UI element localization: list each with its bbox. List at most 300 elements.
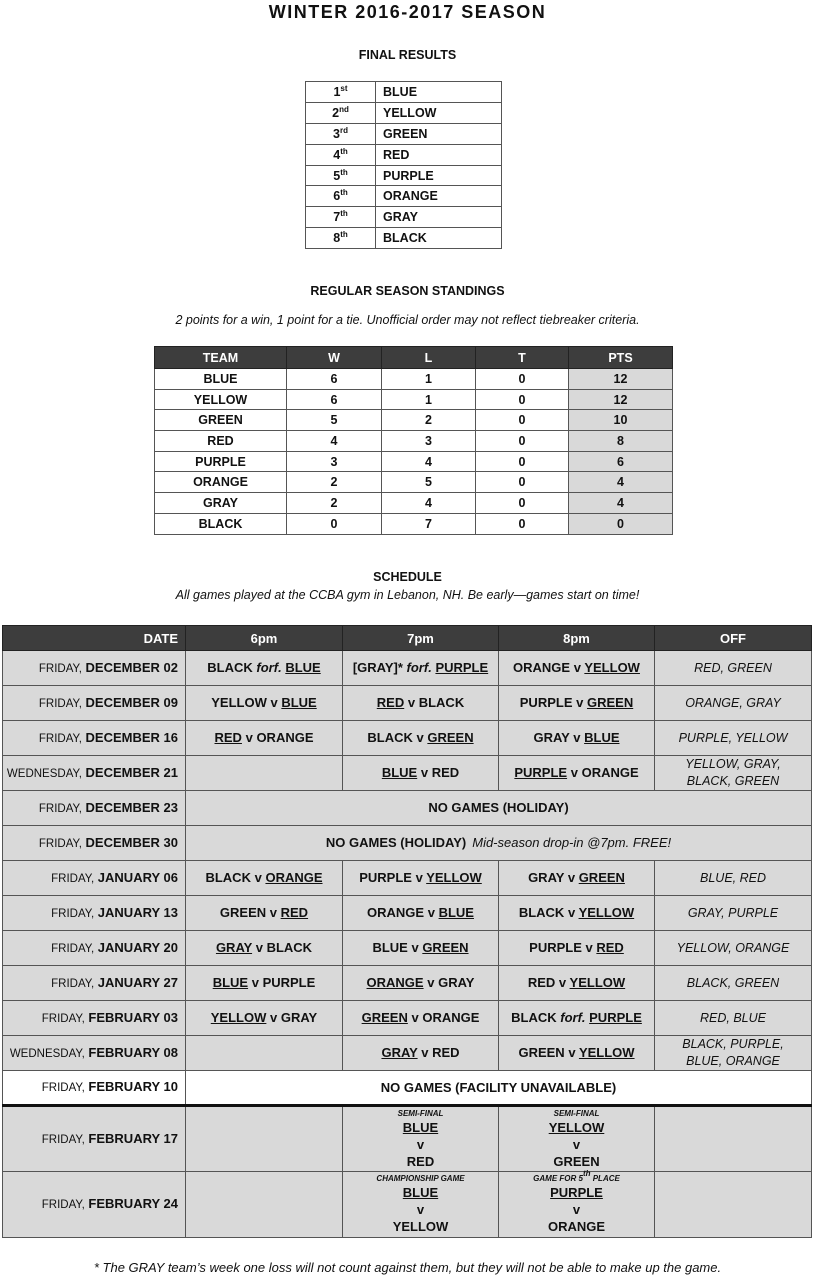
standings-cell: 2 [382,410,476,431]
match-separator: forf. [406,660,432,675]
game-7pm [343,896,499,931]
final-results-row [306,123,502,144]
standings-cell: 0 [476,472,569,493]
col-header-7pm: 7pm [343,626,499,651]
col-header-date: DATE [3,626,186,651]
standings-row [155,451,673,472]
match-separator: v [420,765,429,780]
weekday: WEDNESDAY, [9,1047,85,1060]
schedule-date [3,1001,186,1036]
final-results-row [306,207,502,228]
team-b: RED [596,940,624,955]
game-6pm [186,1001,343,1036]
team-a: PURPLE [359,870,412,885]
no-games-text: NO GAMES (FACILITY UNAVAILABLE) [380,1079,617,1095]
team-a: ORANGE [513,660,571,675]
off-teams [655,721,812,756]
final-place-suffix: st [340,83,348,93]
standings-cell: 0 [476,410,569,431]
date-text: FEBRUARY 17 [88,1130,178,1146]
team-b: RED [406,1153,435,1169]
game-8pm [499,861,655,896]
standings-cell: 0 [569,513,673,534]
final-place-number: 8 [333,231,341,246]
standings-col-header: PTS [569,347,673,369]
standings-row [155,369,673,390]
schedule-date [3,826,186,861]
weekday: FRIDAY, [51,977,95,990]
team-a: BLUE [381,765,418,780]
game-6pm [186,861,343,896]
team-b: GREEN [578,870,625,885]
game-7pm [343,1036,499,1071]
standings-cell: 3 [287,451,382,472]
standings-col-header: L [382,347,476,369]
team-b: BLACK [266,940,313,955]
schedule-date [3,756,186,791]
weekday: FRIDAY, [51,872,95,885]
playoff-label-text: SEMI-FINAL [553,1108,600,1118]
standings-cell: 12 [569,389,673,410]
final-place-number: 5 [333,168,341,183]
schedule-note: All games played at the CCBA gym in Lebanon, NH. Be early—games start on time! [175,588,640,602]
standings-team: BLUE [155,369,287,390]
final-place-number: 6 [333,189,341,204]
match-separator: v [407,695,416,710]
standings-row [155,472,673,493]
game-6pm [186,721,343,756]
standings-col-header: T [476,347,569,369]
final-place-suffix: th [340,209,348,219]
team-b: GRAY [438,975,475,990]
team-b: RED [431,765,460,780]
final-team: GRAY [376,207,502,228]
schedule-date [3,651,186,686]
weekday: FRIDAY, [51,907,95,920]
schedule-row [3,861,812,896]
playoff-label [499,1169,654,1184]
final-team: PURPLE [376,165,502,186]
date-text: DECEMBER 30 [85,834,178,850]
team-a: GREEN [361,1010,408,1025]
team-b: RED [280,905,309,920]
final-team: GREEN [376,123,502,144]
schedule-date [3,1172,186,1238]
final-place-number: 2 [332,105,340,120]
standings-cell: 0 [476,389,569,410]
game-7pm [343,756,499,791]
final-results-row [306,165,502,186]
final-place-suffix: nd [339,104,349,114]
weekday: FRIDAY, [38,662,82,675]
date-text: DECEMBER 02 [85,659,178,675]
schedule-row [3,1172,812,1238]
off-teams [655,756,812,791]
final-results-row [306,144,502,165]
standings-row [155,493,673,514]
final-team: ORANGE [376,186,502,207]
schedule-date [3,721,186,756]
off-teams-line: BLACK, PURPLE, [682,1037,784,1051]
team-a: BLACK [205,870,251,885]
final-place [306,165,376,186]
standings-cell: 0 [476,493,569,514]
schedule-date [3,931,186,966]
final-place [306,82,376,103]
team-b: GREEN [427,730,474,745]
team-b: BLUE [281,695,317,710]
team-b: BLACK [418,695,465,710]
team-a: GRAY [381,1045,418,1060]
match-separator: v [421,1045,429,1060]
team-a: GRAY [533,730,570,745]
match-separator: forf. [256,660,282,675]
match-separator: v [427,975,435,990]
game-6pm [186,1106,343,1172]
game-6pm [186,1172,343,1238]
weekday: FRIDAY, [41,1133,85,1146]
game-8pm [499,1106,655,1172]
final-results-row [306,228,502,249]
standings-cell: 0 [476,513,569,534]
final-place-suffix: th [340,230,348,240]
schedule-row [3,966,812,1001]
off-teams [655,931,812,966]
final-place [306,207,376,228]
off-teams-line: RED, BLUE [700,1010,766,1025]
date-text: FEBRUARY 03 [88,1009,178,1025]
standings-cell: 4 [382,493,476,514]
schedule-row [3,1071,812,1106]
final-place-suffix: rd [339,125,348,135]
match-separator: v [251,975,259,990]
match-separator: v [573,730,581,745]
match-separator: v [558,975,567,990]
game-6pm [186,651,343,686]
game-7pm [343,1106,499,1172]
drop-in-note: Mid-season drop-in @7pm. FREE! [472,835,672,850]
date-text: DECEMBER 23 [85,799,178,815]
standings-cell: 5 [382,472,476,493]
no-games-cell [186,1071,812,1106]
standings-heading: REGULAR SEASON STANDINGS [310,284,505,298]
schedule-date [3,1106,186,1172]
no-games-text: NO GAMES (HOLIDAY) [325,835,467,850]
standings-cell: 0 [476,431,569,452]
team-a: PURPLE [514,765,568,780]
team-a: BLUE [212,975,249,990]
final-place-number: 3 [333,126,340,141]
final-place-suffix: th [340,167,348,177]
match-separator: v [568,1045,576,1060]
game-6pm [186,966,343,1001]
game-6pm [186,931,343,966]
game-8pm [499,1036,655,1071]
weekday: FRIDAY, [41,1012,85,1025]
team-b: GREEN [553,1153,600,1169]
game-6pm [186,756,343,791]
off-teams-line: BLACK, GREEN [686,975,780,990]
game-8pm [499,966,655,1001]
team-a: YELLOW [211,695,267,710]
team-b: PURPLE [262,975,316,990]
final-place-number: 4 [333,147,341,162]
no-games-cell [186,791,812,826]
off-teams-line: GRAY, PURPLE [687,905,779,920]
team-b: BLUE [584,730,620,745]
final-place [306,144,376,165]
off-teams [655,1036,812,1071]
standings-cell: 6 [287,369,382,390]
no-games-text: NO GAMES (HOLIDAY) [428,800,569,815]
final-place [306,186,376,207]
standings-row [155,431,673,452]
standings-cell: 4 [287,431,382,452]
standings-cell: 5 [287,410,382,431]
weekday: FRIDAY, [41,1082,85,1094]
schedule-date [3,686,186,721]
schedule-row [3,1001,812,1036]
team-a: ORANGE [366,975,424,990]
standings-team: GRAY [155,493,287,514]
team-a: RED [376,695,405,710]
team-a: BLUE [372,940,408,955]
schedule-date [3,966,186,1001]
match-separator: v [245,730,253,745]
standings-cell: 4 [382,451,476,472]
off-teams-line: ORANGE, GRAY [685,695,781,710]
playoff-label-rest: PLACE [590,1174,620,1183]
final-results-heading: FINAL RESULTS [358,48,457,62]
game-8pm [499,896,655,931]
team-a: GRAY [528,870,565,885]
date-text: DECEMBER 09 [85,694,178,710]
match-separator: v [572,1136,581,1152]
team-a: [GRAY]* [352,660,403,675]
game-8pm [499,1169,655,1238]
match-separator: v [255,940,263,955]
team-b: ORANGE [265,870,323,885]
standings-cell: 1 [382,369,476,390]
off-teams [655,1172,812,1238]
match-separator: v [576,695,584,710]
game-8pm [499,1001,655,1036]
game-8pm [499,686,655,721]
off-teams [655,1001,812,1036]
date-text: JANUARY 06 [97,869,178,885]
standings-cell: 0 [287,513,382,534]
standings-team: BLACK [155,513,287,534]
final-place-suffix: th [340,188,348,198]
match-separator: v [415,870,423,885]
final-team: YELLOW [376,102,502,123]
final-place [306,102,376,123]
schedule-row [3,651,812,686]
team-a: PURPLE [529,940,582,955]
schedule-row [3,931,812,966]
team-b: GREEN [586,695,634,710]
col-header-off: OFF [655,626,812,651]
match-separator: v [567,905,576,920]
off-teams [655,896,812,931]
match-separator: v [585,940,593,955]
standings-cell: 0 [476,451,569,472]
final-results-table [305,81,502,249]
off-teams [655,686,812,721]
col-header-6pm: 6pm [186,626,343,651]
final-results-row [306,186,502,207]
date-text: FEBRUARY 10 [88,1079,178,1094]
weekday: FRIDAY, [38,837,82,850]
weekday: WEDNESDAY, [6,767,82,780]
team-a: BLACK [511,1010,557,1025]
standings-col-header: W [287,347,382,369]
match-separator: v [572,1202,581,1217]
team-b: YELLOW [426,870,482,885]
off-teams [655,1106,812,1172]
team-b: GRAY [280,1010,318,1025]
playoff-label [343,1174,498,1184]
final-results-row [306,82,502,103]
standings-cell: 1 [382,389,476,410]
game-6pm [186,896,343,931]
match-separator: v [573,660,581,675]
team-b: ORANGE [547,1219,606,1234]
page-title: WINTER 2016-2017 SEASON [268,2,547,22]
weekday: FRIDAY, [51,942,95,955]
game-8pm [499,756,655,791]
standings-cell: 4 [569,493,673,514]
off-teams [655,861,812,896]
final-place [306,228,376,249]
team-b: BLUE [285,660,321,675]
match-separator: v [254,870,262,885]
team-a: ORANGE [367,905,425,920]
match-separator: v [567,870,576,885]
schedule-heading: SCHEDULE [373,570,442,584]
team-b: BLUE [438,905,474,920]
standings-team: YELLOW [155,389,287,410]
schedule-row [3,1036,812,1071]
game-6pm [186,1036,343,1071]
standings-team: ORANGE [155,472,287,493]
game-7pm [343,686,499,721]
match-separator: v [416,730,424,745]
final-place-number: 1 [333,84,341,99]
team-b: YELLOW [584,660,640,675]
schedule-date [3,1071,186,1106]
standings-table [154,346,673,535]
game-7pm [343,931,499,966]
off-teams [655,651,812,686]
team-a: BLACK [367,730,413,745]
standings-cell: 12 [569,369,673,390]
weekday: FRIDAY, [38,732,82,745]
schedule-date [3,791,186,826]
game-7pm [343,861,499,896]
schedule-row [3,1106,812,1172]
schedule-date [3,1036,186,1071]
standings-cell: 6 [287,389,382,410]
standings-cell: 0 [476,369,569,390]
team-a: PURPLE [519,695,573,710]
standings-cell: 7 [382,513,476,534]
date-text: FEBRUARY 24 [88,1196,178,1211]
team-a: RED [214,730,242,745]
final-place-number: 7 [333,210,341,225]
date-text: FEBRUARY 08 [88,1044,178,1060]
off-teams-line: BLUE, ORANGE [686,1054,780,1068]
schedule-date [3,861,186,896]
match-separator: v [416,1136,425,1152]
team-a: BLUE [402,1185,439,1200]
standings-cell: 2 [287,472,382,493]
game-7pm [343,1172,499,1238]
no-games-cell [186,826,812,861]
final-team: BLUE [376,82,502,103]
standings-cell: 2 [287,493,382,514]
team-a: PURPLE [550,1185,603,1200]
date-text: DECEMBER 21 [85,764,178,780]
standings-col-header: TEAM [155,347,287,369]
team-a: BLACK [518,905,565,920]
off-teams [655,966,812,1001]
standings-team: RED [155,431,287,452]
standings-row [155,389,673,410]
standings-team: PURPLE [155,451,287,472]
off-teams-line: YELLOW, GRAY, [685,757,781,771]
schedule-row [3,721,812,756]
schedule-row [3,791,812,826]
schedule-row [3,826,812,861]
final-results-row [306,102,502,123]
schedule-table [2,625,812,1238]
date-text: JANUARY 27 [97,974,178,990]
off-teams-line: PURPLE, YELLOW [678,730,788,745]
team-b: PURPLE [589,1010,642,1025]
team-b: YELLOW [578,1045,635,1060]
weekday: FRIDAY, [38,802,82,815]
match-separator: v [411,1010,419,1025]
playoff-label [343,1109,498,1119]
team-a: GREEN [219,905,267,920]
game-8pm [499,931,655,966]
schedule-row [3,756,812,791]
team-b: RED [432,1045,460,1060]
weekday: FRIDAY, [41,1199,85,1211]
team-a: GRAY [215,940,253,955]
off-teams-line: RED, GREEN [694,660,772,675]
game-7pm [343,651,499,686]
team-b: ORANGE [422,1010,480,1025]
date-text: DECEMBER 16 [85,729,178,745]
standings-cell: 8 [569,431,673,452]
playoff-label-suffix: th [582,1169,591,1178]
final-place-suffix: th [340,146,348,156]
team-b: YELLOW [578,905,635,920]
playoff-label-text: GAME FOR 5 [533,1174,583,1183]
standings-cell: 10 [569,410,673,431]
team-a: BLACK [207,660,253,675]
standings-cell: 6 [569,451,673,472]
match-separator: v [270,695,278,710]
team-a: RED [527,975,556,990]
schedule-row [3,686,812,721]
team-b: PURPLE [435,660,489,675]
team-b: ORANGE [256,730,314,745]
match-separator: v [427,905,435,920]
standings-cell: 4 [569,472,673,493]
